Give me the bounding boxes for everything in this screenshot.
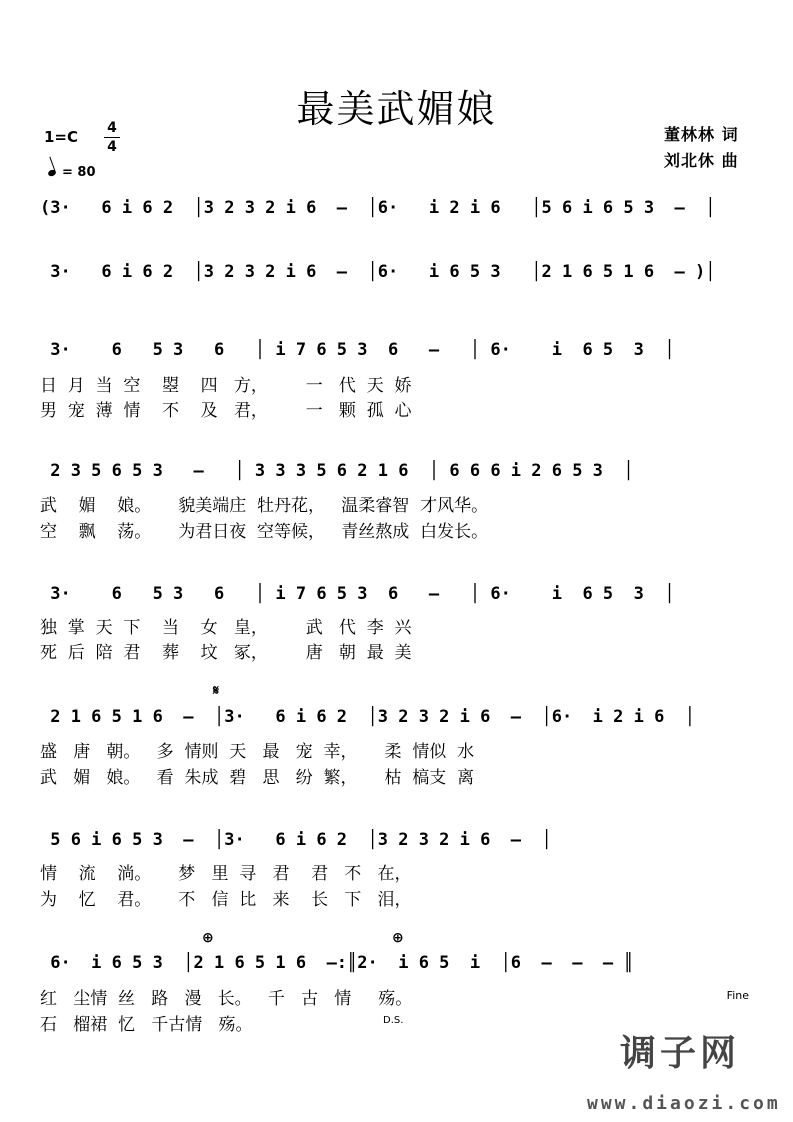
lyric-line-8b: 石 榴裙 忆 千古情 殇。: [40, 1015, 253, 1035]
notation-line-7: 5 6 i 6 5 3 – │3· 6 i 6 2 │3 2 3 2 i 6 – │: [40, 830, 552, 850]
notation-line-3: 3· 6 5 3 6 │ i 7 6 5 3 6 – │ 6· i 6 5 3 │: [40, 340, 675, 360]
notation-line-6: 2 1 6 5 1 6 – │3· 6 i 6 2 │3 2 3 2 i 6 – │6· i 2 i 6 │: [40, 707, 696, 727]
notation-line-8: 6· i 6 5 3 │2 1 6 5 1 6 –:║2· i 6 5 i │6 – – – ║: [40, 953, 634, 973]
lyric-line-8a: 红 尘情 丝 路 漫 长。 千 古 情 殇。: [40, 989, 413, 1009]
notation-line-1: (3· 6 i 6 2 │3 2 3 2 i 6 – │6· i 2 i 6 │5 6 i 6 5 3 – │: [40, 198, 716, 218]
lyric-line-5a: 独 掌 天 下 当 女 皇， 武 代 李 兴: [40, 618, 412, 638]
key-signature: 1=C: [44, 128, 79, 146]
lyricist: 董林林 词: [664, 125, 739, 144]
ds-marking: D.S.: [383, 1015, 404, 1026]
lyric-line-4b: 空 飘 荡。 为君日夜 空等候， 青丝熬成 白发长。: [40, 522, 489, 542]
coda-sign-1: ⊕: [202, 930, 214, 946]
meter-bottom: 4: [107, 139, 117, 155]
composer: 刘北休 曲: [664, 151, 739, 170]
tempo-value: = 80: [62, 165, 96, 180]
lyric-line-3b: 男 宠 薄 情 不 及 君， 一 颗 孤 心: [40, 401, 412, 421]
segno-sign: 𝄋: [213, 683, 220, 699]
coda-sign-2: ⊕: [392, 930, 404, 946]
lyric-line-6a: 盛 唐 朝。 多 情则 天 最 宠 幸， 柔 情似 水: [40, 742, 475, 762]
notation-line-2: 3· 6 i 6 2 │3 2 3 2 i 6 – │6· i 6 5 3 │2 1 6 5 1 6 – )│: [40, 262, 716, 282]
tempo-marking: [48, 165, 96, 180]
quarter-note-icon: [47, 169, 57, 177]
lyric-line-5b: 死 后 陪 君 葬 坟 冢， 唐 朝 最 美: [40, 643, 412, 663]
lyric-line-7a: 情 流 淌。 梦 里 寻 君 君 不 在，: [40, 864, 412, 884]
notation-line-4: 2 3 5 6 5 3 – │ 3 3 3 5 6 2 1 6 │ 6 6 6 i 2 6 5 3 │: [40, 461, 634, 481]
watermark-url: www.diaozi.com: [587, 1093, 781, 1114]
fine-marking: Fine: [726, 989, 749, 1002]
song-title: 最美武媚娘: [296, 87, 497, 131]
meter-top: 4: [107, 120, 117, 136]
time-signature: [104, 121, 120, 154]
notation-line-5: 3· 6 5 3 6 │ i 7 6 5 3 6 – │ 6· i 6 5 3 │: [40, 584, 675, 604]
lyric-line-6b: 武 媚 娘。 看 朱成 碧 思 纷 繁， 枯 槁支 离: [40, 768, 475, 788]
watermark-logo: 调子网: [620, 1033, 741, 1074]
lyric-line-4a: 武 媚 娘。 貌美端庄 牡丹花， 温柔睿智 才风华。: [40, 496, 489, 516]
lyric-line-7b: 为 忆 君。 不 信 比 来 长 下 泪，: [40, 890, 412, 910]
lyric-line-3a: 日 月 当 空 曌 四 方， 一 代 天 娇: [40, 376, 412, 396]
